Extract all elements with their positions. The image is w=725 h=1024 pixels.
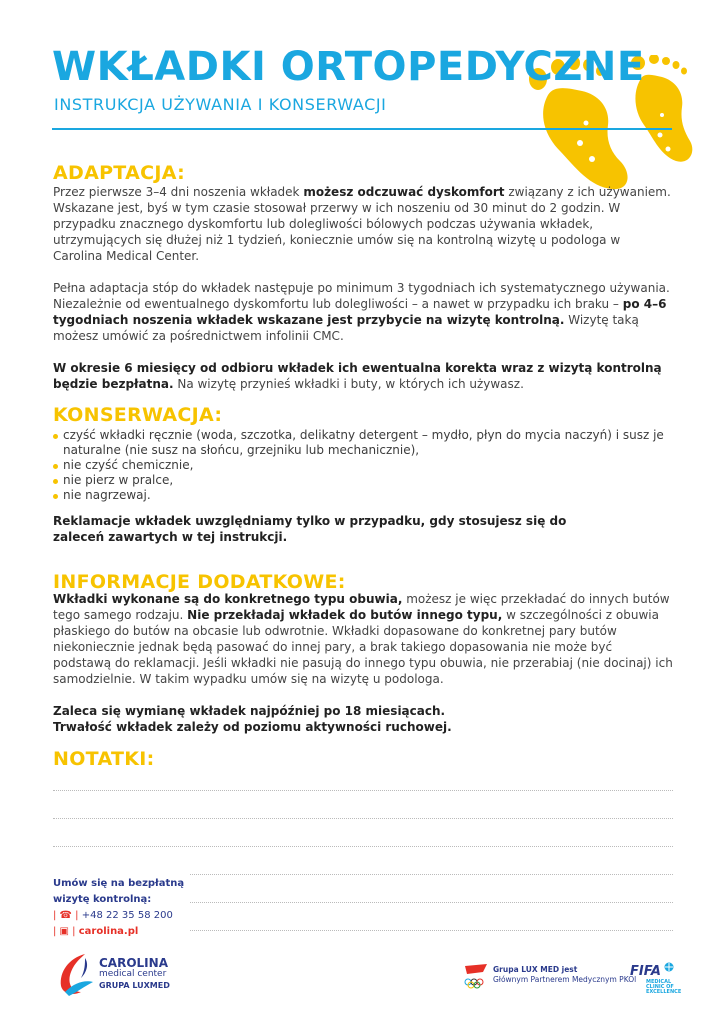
bold-text: Trwałość wkładek zależy od poziomu aktywności ruchowej.	[53, 720, 452, 734]
informacje-text	[53, 591, 673, 735]
contact-line-2: wizytę kontrolną:	[53, 894, 152, 905]
adaptacja-paragraph-1	[53, 184, 673, 264]
phone-icon: | ☎ |	[53, 910, 79, 921]
section-heading-adaptacja: ADAPTACJA:	[53, 162, 185, 184]
konserwacja-note	[53, 513, 613, 545]
website-link[interactable]: carolina.pl	[78, 926, 139, 937]
carolina-sub: medical center	[99, 969, 167, 979]
adaptacja-text	[53, 184, 673, 392]
fifa-subtitle	[646, 980, 681, 995]
header-rule	[52, 128, 672, 130]
informacje-paragraph-2	[53, 703, 673, 719]
carolina-emblem-icon	[55, 952, 95, 997]
lux-line-1: Grupa LUX MED jest	[493, 965, 578, 974]
bold-text: Wkładki wykonane są do konkretnego typu obuwia,	[53, 592, 403, 606]
informacje-paragraph-1	[53, 591, 673, 687]
contact-block	[53, 876, 184, 940]
text: w szczególności z obuwia płaskiego do butów na obcasie lub odwrotnie. Wkładki dopasowane do konkretnej pary butów niekoniecznie jednak będą pasować do innej pary, a brak takiego dopasowania nie może być podstawą do reklamacji. Jeśli wkładki nie pasują do innego typu obuwia, nie przerabiaj (nie docinaj) ich samodzielnie. W takim wypadku umów się na wizytę u podologa.	[53, 608, 673, 686]
fifa-sub-line: EXCELLENCE	[646, 989, 682, 995]
text: Wizytę taką możesz umówić za pośrednictwem infolinii CMC.	[53, 313, 639, 343]
phone-number[interactable]: +48 22 35 58 200	[81, 910, 173, 921]
adaptacja-paragraph-3	[53, 360, 673, 392]
web-icon: | ▣ |	[53, 926, 76, 937]
bold-text: Zaleca się wymianę wkładek najpóźniej po 18 miesiącach.	[53, 704, 446, 718]
text: Na wizytę przynieś wkładki i buty, w których ich używasz.	[173, 377, 524, 391]
lux-line-2: Głównym Partnerem Medycznym PKOl	[493, 975, 637, 984]
notes-line	[53, 846, 673, 847]
section-heading-informacje: INFORMACJE DODATKOWE:	[53, 571, 346, 593]
list-item: nie nagrzewaj.	[53, 488, 673, 503]
text: związany z ich używaniem. Wskazane jest, byś w tym czasie stosował przerwy w ich noszeniu od 30 minut do 2 godzin. W przypadku znacznego dyskomfortu lub dolegliwości bólowych podczas używania wkładek, utrzymujących się dłużej niż 1 tydzień, koniecznie umów się na kontrolną wizytę u podologa w Carolina Medical Center.	[53, 185, 671, 263]
bold-text: możesz odczuwać dyskomfort	[303, 185, 505, 199]
adaptacja-paragraph-2	[53, 280, 673, 344]
page-title: WKŁADKI ORTOPEDYCZNE	[52, 44, 645, 90]
bold-text: W okresie 6 miesięcy od odbioru wkładek ich ewentualna korekta wraz z wizytą kontrolną będzie bezpłatna.	[53, 361, 662, 391]
section-heading-notatki: NOTATKI:	[53, 748, 155, 770]
informacje-paragraph-3	[53, 719, 673, 735]
list-item: nie pierz w pralce,	[53, 473, 673, 488]
text: Pełna adaptacja stóp do wkładek następuje po minimum 3 tygodniach ich systematycznego używania. Niezależnie od ewentualnego dyskomfortu lub dolegliwości – a nawet w przypadku ich braku –	[53, 281, 670, 311]
page-subtitle: INSTRUKCJA UŻYWANIA I KONSERWACJI	[54, 95, 387, 114]
carolina-name: CAROLINA	[99, 956, 168, 970]
notes-line	[53, 818, 673, 819]
text: możesz je więc przekładać do innych butów tego samego rodzaju.	[53, 592, 670, 622]
fifa-wordmark: FIFA	[630, 964, 661, 979]
text: Przez pierwsze 3–4 dni noszenia wkładek	[53, 185, 304, 199]
fifa-globe-icon	[664, 962, 674, 972]
notes-line	[53, 790, 673, 791]
list-item: nie czyść chemicznie,	[53, 458, 673, 473]
pkol-emblem-icon	[463, 962, 489, 990]
fifa-sub-line: CLINIC OF	[646, 984, 674, 990]
fifa-sub-line: MEDICAL	[646, 979, 672, 985]
bold-text: Nie przekładaj wkładek do butów innego typu,	[187, 608, 503, 622]
carolina-group: GRUPA LUXMED	[99, 981, 170, 990]
bold-text: po 4–6 tygodniach noszenia wkładek wskazane jest przybycie na wizytę kontrolną.	[53, 297, 667, 327]
konserwacja-list	[53, 428, 673, 503]
carolina-logo	[55, 952, 205, 997]
notes-line	[190, 930, 673, 931]
section-heading-konserwacja: KONSERWACJA:	[53, 404, 223, 426]
notes-line	[190, 874, 673, 875]
contact-phone-row[interactable]	[53, 908, 184, 924]
bold-text: Reklamacje wkładek uwzględniamy tylko w przypadku, gdy stosujesz się do zaleceń zawartych w tej instrukcji.	[53, 514, 567, 544]
list-item: czyść wkładki ręcznie (woda, szczotka, delikatny detergent – mydło, płyn do mycia naczyń) i susz je naturalne (nie susz na słońcu, grzejniku lub mechanicznie),	[53, 428, 673, 458]
notes-line	[190, 902, 673, 903]
contact-line-1: Umów się na bezpłatną	[53, 878, 185, 889]
contact-web-row[interactable]	[53, 924, 184, 940]
